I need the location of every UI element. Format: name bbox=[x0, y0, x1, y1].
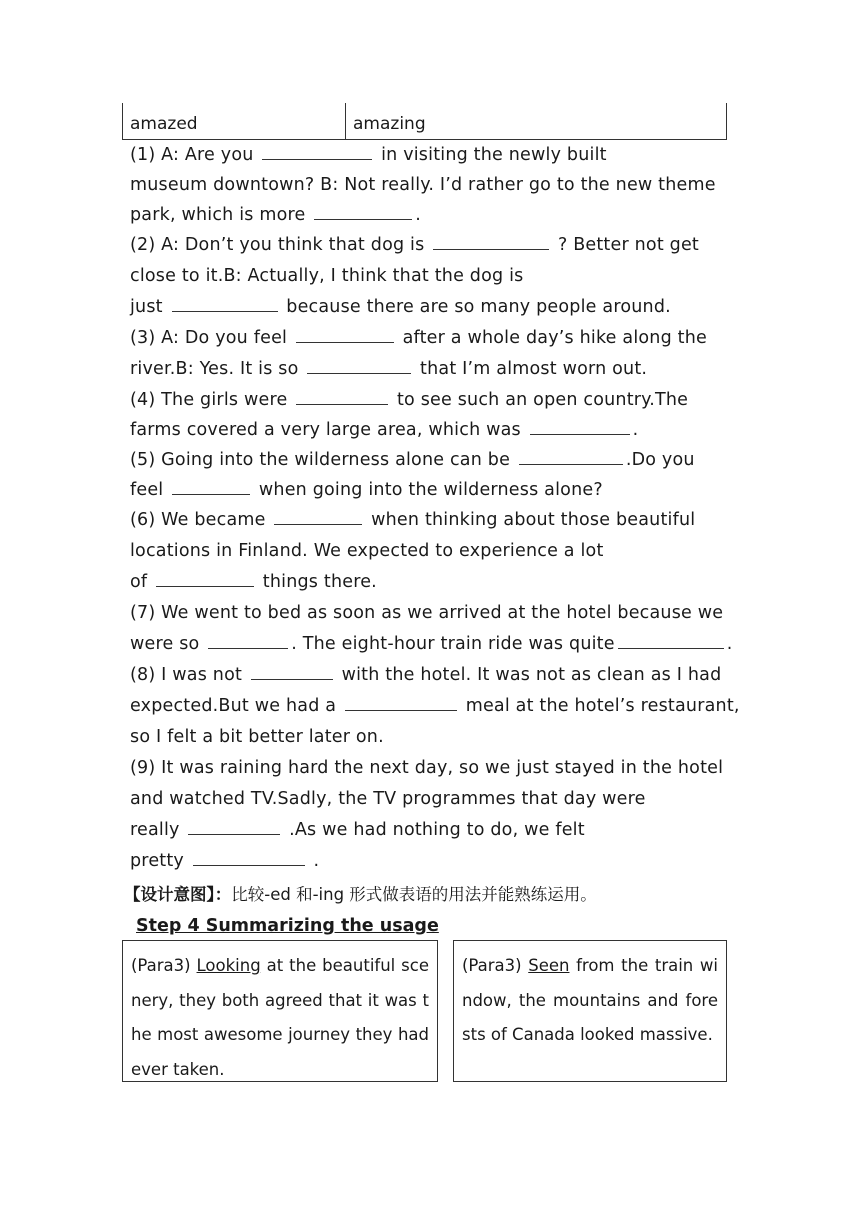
exercise-line bbox=[130, 205, 421, 225]
exercise-text: locations in Finland. We expected to experience a lot bbox=[130, 541, 604, 561]
answer-blank bbox=[172, 493, 250, 495]
exercise-text: . bbox=[415, 205, 422, 225]
answer-blank bbox=[172, 310, 278, 312]
step-title: Step 4 Summarizing the usage bbox=[136, 916, 439, 936]
exercise-line bbox=[130, 789, 646, 809]
answer-blank bbox=[193, 864, 305, 866]
answer-blank bbox=[296, 341, 394, 343]
exercise-line bbox=[130, 758, 723, 778]
exercise-text: park, which is more bbox=[130, 205, 312, 225]
exercise-text: because there are so many people around. bbox=[280, 297, 671, 317]
answer-blank bbox=[433, 248, 549, 250]
example-right-prefix: (Para3) bbox=[462, 956, 529, 975]
exercise-text: .Do you bbox=[625, 450, 695, 470]
exercise-text: in visiting the newly built bbox=[375, 145, 607, 165]
exercise-text: when going into the wilderness alone? bbox=[253, 480, 603, 500]
exercise-line bbox=[130, 480, 603, 500]
exercise-text: (9) It was raining hard the next day, so we just stayed in the hotel bbox=[130, 758, 724, 778]
exercise-text: pretty bbox=[130, 851, 190, 871]
exercise-text: . bbox=[632, 420, 639, 440]
exercise-text: when thinking about those beautiful bbox=[365, 510, 696, 530]
answer-blank bbox=[251, 678, 333, 680]
exercise-text: and watched TV.Sadly, the TV programmes that day were bbox=[130, 789, 646, 809]
example-box-right bbox=[453, 940, 727, 1082]
exercise-text: (6) We became bbox=[130, 510, 272, 530]
exercise-line bbox=[130, 235, 699, 255]
exercise-line bbox=[130, 572, 377, 592]
example-right-text: from the train window, the mountains and forests of Canada looked massive. bbox=[462, 956, 718, 1044]
exercise-text: . The eight-hour train ride was quite bbox=[291, 634, 615, 654]
exercise-line bbox=[130, 175, 716, 195]
exercise-text: to see such an open country.The bbox=[391, 390, 689, 410]
answer-blank bbox=[519, 463, 623, 465]
exercise-text: feel bbox=[130, 480, 170, 500]
exercise-text: (5) Going into the wilderness alone can be bbox=[130, 450, 516, 470]
design-intent-label: 【设计意图】： bbox=[124, 885, 232, 904]
exercise-line bbox=[130, 390, 688, 410]
exercise-text: ? Better not get bbox=[552, 235, 699, 255]
exercise-text: river.B: Yes. It is so bbox=[130, 359, 305, 379]
design-intent-text: 比较-ed 和-ing 形式做表语的用法并能熟练运用。 bbox=[231, 885, 597, 904]
exercise-line bbox=[130, 145, 607, 165]
exercise-line bbox=[130, 541, 604, 561]
exercise-line bbox=[130, 297, 671, 317]
exercise-text: .As we had nothing to do, we felt bbox=[283, 820, 585, 840]
exercise-text: (4) The girls were bbox=[130, 390, 294, 410]
table-cell-amazed: amazed bbox=[130, 114, 198, 134]
example-box-left bbox=[122, 940, 438, 1082]
exercise-line bbox=[130, 820, 585, 840]
table-cell-amazing: amazing bbox=[353, 114, 426, 134]
exercise-text: that I’m almost worn out. bbox=[414, 359, 648, 379]
exercise-line bbox=[130, 851, 319, 871]
exercise-line bbox=[130, 266, 523, 286]
answer-blank bbox=[618, 647, 724, 649]
exercise-text: . bbox=[726, 634, 733, 654]
exercise-text: (7) We went to bed as soon as we arrived at the hotel because we bbox=[130, 603, 724, 623]
table-divider bbox=[345, 103, 346, 139]
exercise-text: expected.But we had a bbox=[130, 696, 342, 716]
exercise-line bbox=[130, 510, 695, 530]
exercise-text: (1) A: Are you bbox=[130, 145, 260, 165]
exercise-text: just bbox=[130, 297, 169, 317]
exercise-line bbox=[130, 603, 723, 623]
exercise-text: of bbox=[130, 572, 154, 592]
answer-blank bbox=[274, 523, 362, 525]
answer-blank bbox=[530, 433, 630, 435]
exercise-line bbox=[130, 328, 707, 348]
example-right-highlight: Seen bbox=[528, 956, 570, 975]
exercise-text: with the hotel. It was not as clean as I had bbox=[335, 665, 722, 685]
vocabulary-table bbox=[122, 103, 727, 140]
exercise-text: really bbox=[130, 820, 186, 840]
answer-blank bbox=[345, 709, 457, 711]
exercise-text: . bbox=[307, 851, 320, 871]
design-intent-note bbox=[124, 881, 597, 905]
answer-blank bbox=[307, 372, 411, 374]
exercise-line bbox=[130, 665, 721, 685]
exercise-line bbox=[130, 727, 384, 747]
example-left-highlight: Looking bbox=[196, 956, 261, 975]
exercise-text: close to it.B: Actually, I think that the dog is bbox=[130, 266, 524, 286]
example-left-text: at the beautiful scenery, they both agreed that it was the most awesome journey they had ever taken. bbox=[131, 956, 429, 1079]
exercise-text: things there. bbox=[257, 572, 377, 592]
answer-blank bbox=[188, 833, 280, 835]
example-left-prefix: (Para3) bbox=[131, 956, 197, 975]
exercise-text: (8) I was not bbox=[130, 665, 248, 685]
exercise-text: after a whole day’s hike along the bbox=[396, 328, 707, 348]
answer-blank bbox=[296, 403, 388, 405]
exercise-text: were so bbox=[130, 634, 206, 654]
exercise-text: farms covered a very large area, which was bbox=[130, 420, 527, 440]
exercise-line bbox=[130, 420, 638, 440]
exercise-line bbox=[130, 359, 647, 379]
exercise-text: (3) A: Do you feel bbox=[130, 328, 293, 348]
answer-blank bbox=[156, 585, 254, 587]
answer-blank bbox=[208, 647, 288, 649]
exercise-text: (2) A: Don’t you think that dog is bbox=[130, 235, 431, 255]
exercise-text: so I felt a bit better later on. bbox=[130, 727, 384, 747]
answer-blank bbox=[314, 218, 412, 220]
exercise-line bbox=[130, 634, 732, 654]
exercise-text: museum downtown? B: Not really. I’d rather go to the new theme bbox=[130, 175, 716, 195]
exercise-text: meal at the hotel’s restaurant, bbox=[459, 696, 740, 716]
exercise-line bbox=[130, 696, 740, 716]
exercise-line bbox=[130, 450, 695, 470]
answer-blank bbox=[262, 158, 372, 160]
